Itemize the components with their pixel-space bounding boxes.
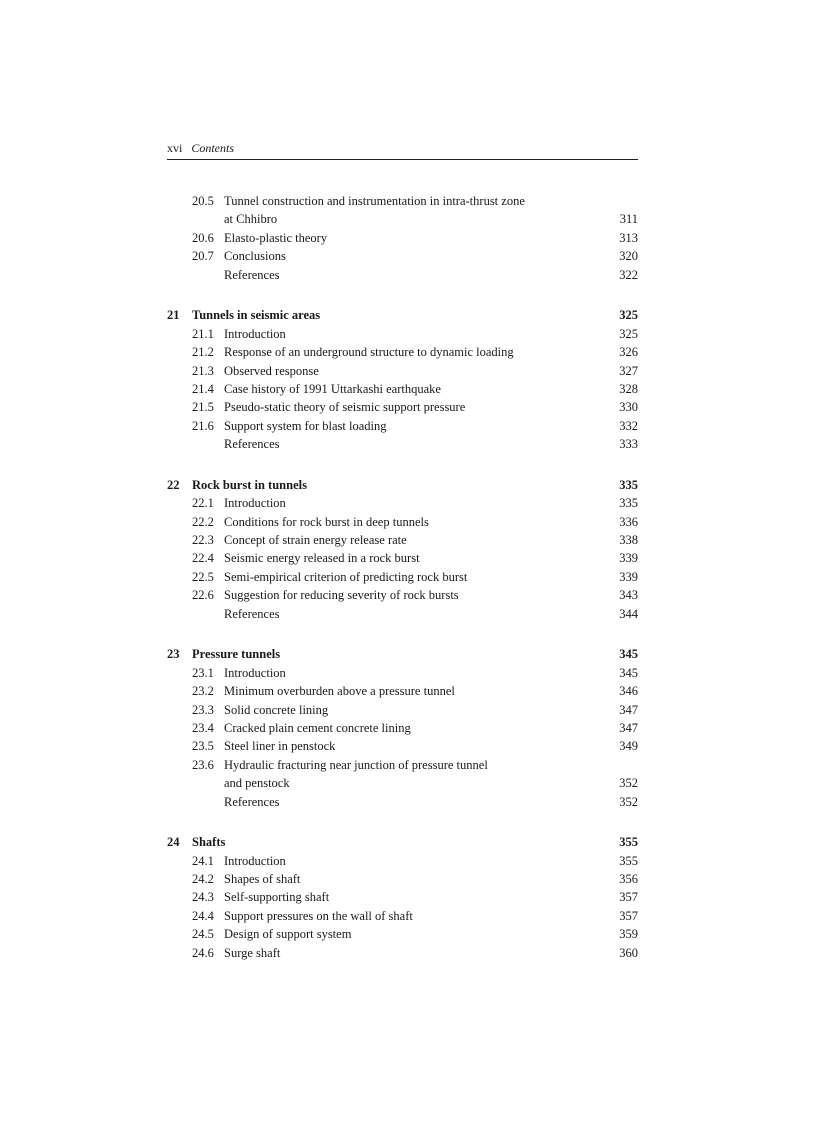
section-page-number: 359 (619, 927, 638, 942)
section-number: 23.4 (192, 720, 214, 735)
toc-entry[interactable] (167, 737, 638, 755)
section-title: Steel liner in penstock (224, 739, 336, 754)
section-page-number: 357 (619, 890, 638, 905)
toc-entry[interactable] (167, 266, 638, 284)
section-number: 21.5 (192, 400, 214, 415)
toc-entry[interactable] (167, 586, 638, 604)
toc-entry[interactable] (167, 682, 638, 700)
toc-entry[interactable] (167, 362, 638, 380)
section-title: Shapes of shaft (224, 872, 301, 887)
section-title: Semi-empirical criterion of predicting rock burst (224, 569, 468, 584)
toc-entry[interactable] (167, 549, 638, 567)
chapter-heading[interactable] (167, 645, 638, 663)
toc-entry[interactable] (167, 380, 638, 398)
section-page-number: 357 (619, 908, 638, 923)
section-page-number: 313 (619, 230, 638, 245)
section-page-number: 339 (619, 551, 638, 566)
chapter-page-number: 325 (619, 308, 638, 323)
section-page-number: 344 (619, 606, 638, 621)
book-page (167, 140, 638, 960)
section-number: 23.2 (192, 684, 214, 699)
section-number: 22.1 (192, 496, 214, 511)
section-page-number: 311 (619, 212, 638, 227)
section-number: 23.1 (192, 665, 214, 680)
section-page-number: 327 (619, 363, 638, 378)
section-title: Response of an underground structure to dynamic loading (224, 345, 514, 360)
section-title: References (224, 794, 280, 809)
section-page-number: 320 (619, 249, 638, 264)
section-page-number: 332 (619, 418, 638, 433)
chapter-number: 21 (167, 308, 180, 323)
chapter-title: Rock burst in tunnels (192, 477, 307, 492)
section-page-number: 322 (619, 267, 638, 282)
chapter-page-number: 335 (619, 477, 638, 492)
toc-entry[interactable] (167, 398, 638, 416)
section-number: 23.5 (192, 739, 214, 754)
section-title: Support pressures on the wall of shaft (224, 908, 413, 923)
section-page-number: 328 (619, 381, 638, 396)
section-number: 24.6 (192, 945, 214, 960)
toc-entry[interactable] (167, 247, 638, 265)
section-title: Elasto-plastic theory (224, 230, 328, 245)
section-title: Self-supporting shaft (224, 890, 330, 905)
section-title: Concept of strain energy release rate (224, 533, 407, 548)
section-title: Design of support system (224, 927, 352, 942)
toc-entry[interactable] (167, 605, 638, 623)
chapter-heading[interactable] (167, 306, 638, 324)
toc-entry[interactable] (167, 494, 638, 512)
section-page-number: 325 (619, 326, 638, 341)
toc-entry[interactable] (167, 719, 638, 737)
section-page-number: 349 (619, 739, 638, 754)
toc-entry[interactable] (167, 435, 638, 453)
chapter-number: 23 (167, 647, 180, 662)
section-title: Suggestion for reducing severity of rock bursts (224, 588, 459, 603)
section-number: 22.3 (192, 533, 214, 548)
section-page-number: 355 (619, 853, 638, 868)
chapter-title: Pressure tunnels (192, 647, 281, 662)
toc-entry[interactable] (167, 888, 638, 906)
section-number: 24.5 (192, 927, 214, 942)
section-title: Solid concrete lining (224, 702, 329, 717)
section-number: 21.3 (192, 363, 214, 378)
section-page-number: 343 (619, 588, 638, 603)
section-title: Tunnel construction and instrumentation in intra-thrust zone (224, 194, 525, 208)
toc-entry[interactable] (167, 568, 638, 586)
section-page-number: 352 (619, 794, 638, 809)
toc-entry[interactable] (167, 229, 638, 247)
section-page-number: 352 (619, 776, 638, 791)
section-page-number: 356 (619, 872, 638, 887)
section-number: 22.2 (192, 514, 214, 529)
section-title: Introduction (224, 496, 286, 511)
chapter-heading[interactable] (167, 833, 638, 851)
section-page-number: 335 (619, 496, 638, 511)
section-page-number: 338 (619, 533, 638, 548)
section-title: References (224, 606, 280, 621)
section-number: 22.5 (192, 569, 214, 584)
section-number: 20.7 (192, 249, 214, 264)
section-page-number: 330 (619, 400, 638, 415)
section-page-number: 333 (619, 437, 638, 452)
section-title: References (224, 267, 280, 282)
section-page-number: 347 (619, 702, 638, 717)
section-number: 24.1 (192, 853, 214, 868)
section-title: Conditions for rock burst in deep tunnels (224, 514, 429, 529)
section-title: References (224, 437, 280, 452)
toc-entry[interactable] (167, 870, 638, 888)
section-number: 24.4 (192, 908, 214, 923)
toc-entry[interactable] (167, 907, 638, 925)
section-title: Introduction (224, 853, 286, 868)
chapter-number: 22 (167, 477, 180, 492)
toc-entry[interactable] (167, 210, 638, 228)
section-title: Pseudo-static theory of seismic support pressure (224, 400, 466, 415)
page-folio: xvi (167, 141, 183, 155)
toc-entry[interactable] (167, 793, 638, 811)
section-title: Introduction (224, 326, 286, 341)
section-title: Introduction (224, 665, 286, 680)
chapter-page-number: 345 (619, 647, 638, 662)
section-number: 23.3 (192, 702, 214, 717)
toc-entry[interactable] (167, 343, 638, 361)
section-number: 24.3 (192, 890, 214, 905)
toc-entry[interactable] (167, 513, 638, 531)
toc-entry[interactable] (167, 774, 638, 792)
section-title: Cracked plain cement concrete lining (224, 720, 411, 735)
toc-entry[interactable] (167, 944, 638, 962)
chapter-heading[interactable] (167, 476, 638, 494)
section-page-number: 347 (619, 720, 638, 735)
section-page-number: 346 (619, 684, 638, 699)
section-number: 24.2 (192, 872, 214, 887)
chapter-number: 24 (167, 835, 180, 850)
section-title: Observed response (224, 363, 319, 378)
section-page-number: 345 (619, 665, 638, 680)
section-title: Support system for blast loading (224, 418, 387, 433)
section-title: Surge shaft (224, 945, 281, 960)
toc-entry[interactable] (167, 325, 638, 343)
toc-entry[interactable] (167, 664, 638, 682)
section-title: Hydraulic fracturing near junction of pressure tunnel (224, 757, 488, 772)
toc-entry[interactable] (167, 925, 638, 943)
section-page-number: 326 (619, 345, 638, 360)
section-number: 20.5 (192, 194, 214, 208)
section-number: 21.4 (192, 381, 214, 396)
section-title: at Chhibro (224, 212, 278, 227)
toc-entry[interactable] (167, 701, 638, 719)
section-number: 21.2 (192, 345, 214, 360)
running-head-title: Contents (191, 141, 235, 155)
toc-entry[interactable] (167, 417, 638, 435)
toc-entry[interactable] (167, 852, 638, 870)
section-number: 23.6 (192, 757, 214, 772)
section-number: 20.6 (192, 230, 214, 245)
toc-entry[interactable] (167, 756, 638, 774)
chapter-title: Tunnels in seismic areas (192, 308, 321, 323)
section-title: and penstock (224, 776, 290, 791)
table-of-contents (167, 192, 638, 962)
section-page-number: 360 (619, 945, 638, 960)
section-title: Case history of 1991 Uttarkashi earthquake (224, 381, 441, 396)
toc-entry[interactable] (167, 531, 638, 549)
section-title: Seismic energy released in a rock burst (224, 551, 420, 566)
section-number: 22.6 (192, 588, 214, 603)
toc-entry[interactable] (167, 192, 638, 210)
chapter-title: Shafts (192, 835, 226, 850)
section-number: 22.4 (192, 551, 214, 566)
section-title: Conclusions (224, 249, 286, 264)
chapter-page-number: 355 (619, 835, 638, 850)
section-page-number: 336 (619, 514, 638, 529)
section-number: 21.1 (192, 326, 214, 341)
section-title: Minimum overburden above a pressure tunnel (224, 684, 455, 699)
section-page-number: 339 (619, 569, 638, 584)
running-head (167, 140, 638, 160)
section-number: 21.6 (192, 418, 214, 433)
